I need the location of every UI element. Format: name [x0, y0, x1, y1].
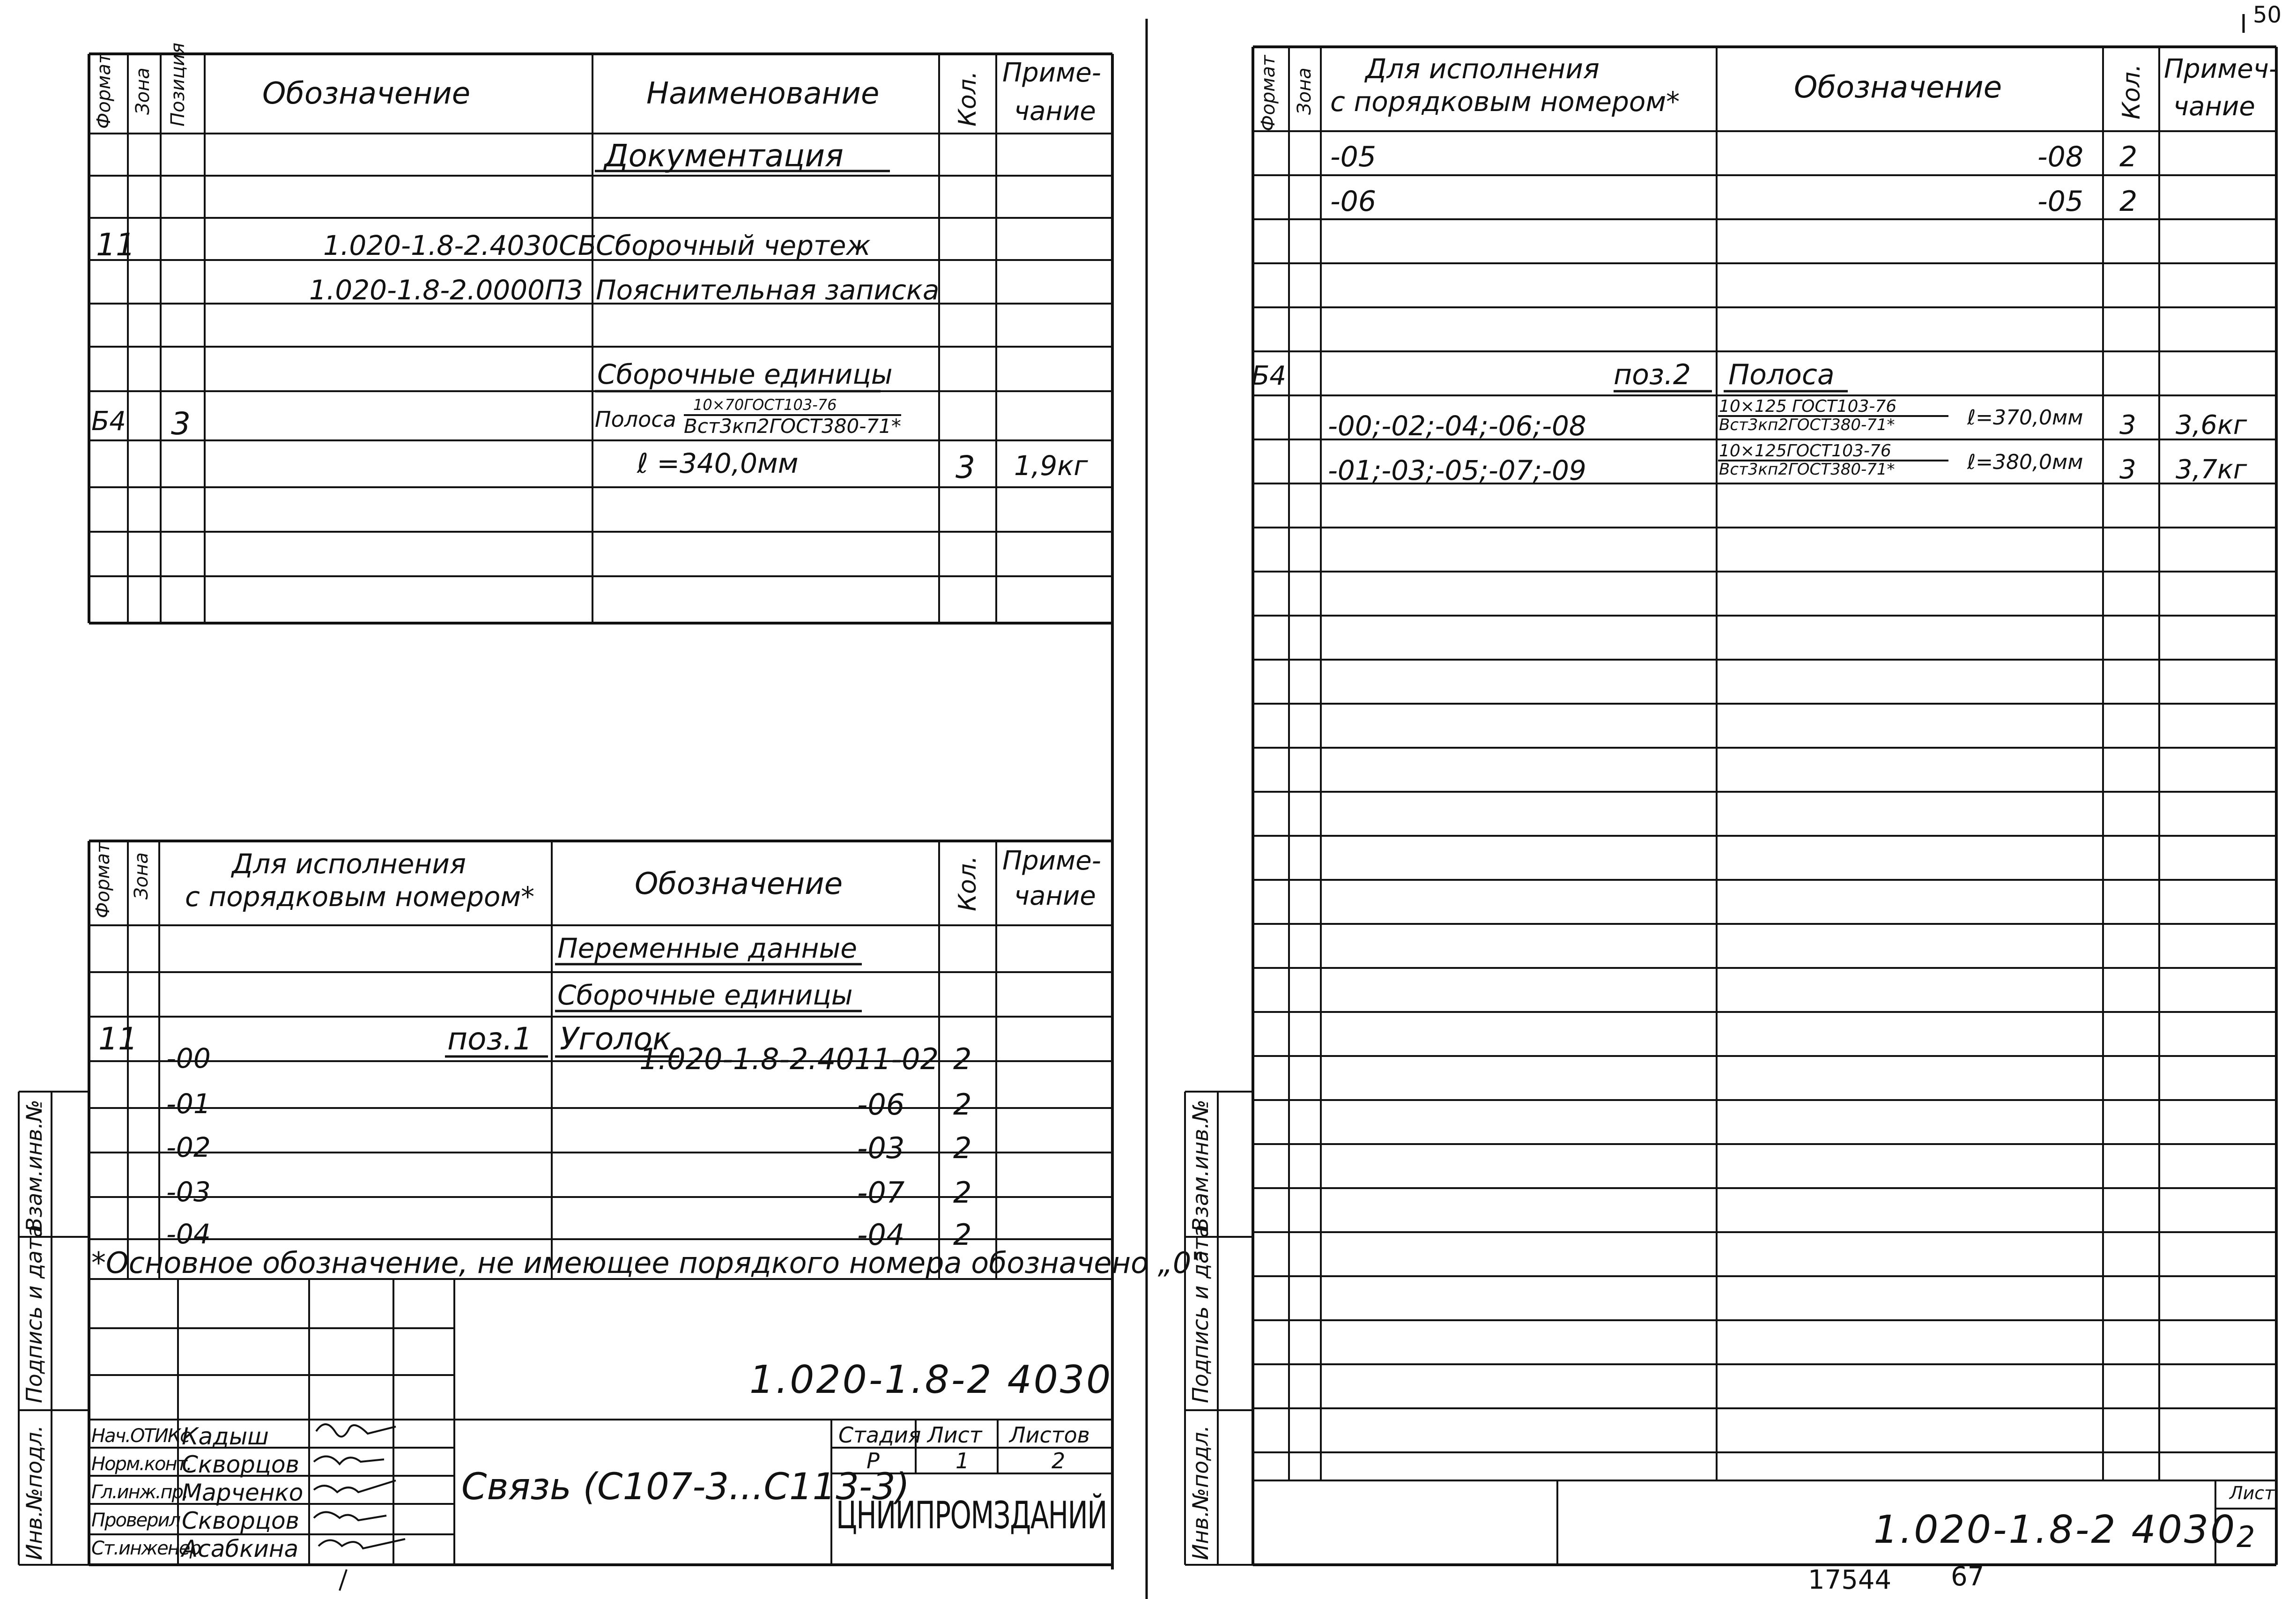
- col-designation-header: Обозначение: [262, 76, 471, 111]
- fraction-bottom: Вст3кп2ГОСТ380-71*: [684, 414, 901, 438]
- row-designation: 1.020-1.8-2.0000ПЗ: [309, 274, 583, 306]
- fraction-top: 10×125ГОСТ103-76: [1719, 441, 1891, 461]
- section-assembly-units: Сборочные единицы: [597, 358, 893, 390]
- col-note-header-1: Приме-: [1002, 58, 1101, 88]
- signer-name: Асабкина: [182, 1535, 299, 1562]
- sheet-value: 1: [955, 1448, 970, 1473]
- col-format-label: Формат: [92, 842, 114, 918]
- row-format: 11: [96, 227, 135, 263]
- stamp-inventory-original: Инв.№подл.: [22, 1425, 47, 1560]
- col-format-label: Формат: [93, 52, 115, 129]
- organization: ЦНИИПРОМЗДАНИЙ: [836, 1494, 1107, 1537]
- fraction-top: 10×125 ГОСТ103-76: [1719, 397, 1897, 416]
- sheets-label: Листов: [1009, 1422, 1090, 1448]
- row-name: Сборочный чертеж: [596, 230, 871, 261]
- stamp-signature-date: Подпись и дата: [22, 1224, 47, 1403]
- stamp-signature-date: Подпись и дата: [1188, 1224, 1213, 1403]
- col-variant-header-2: с порядковым номером*: [185, 881, 535, 913]
- variant-number: -04: [166, 1218, 211, 1250]
- col-qty-label: Кол.: [2118, 64, 2146, 119]
- variant-designation: -08: [2037, 141, 2083, 173]
- row-position: 3: [171, 406, 191, 442]
- strip-length: ℓ=380,0мм: [1967, 450, 2083, 474]
- row-note: 1,9кг: [1014, 450, 1088, 482]
- section-variable-data: Переменные данные: [557, 932, 857, 964]
- row-name: Пояснительная записка: [596, 274, 940, 306]
- archive-number: 17544: [1808, 1565, 1892, 1595]
- document-code: 1.020-1.8-2 4030: [749, 1358, 1113, 1402]
- variant-qty: 2: [953, 1175, 972, 1210]
- signer-name: Кадыш: [182, 1423, 269, 1450]
- row-format: Б4: [1252, 361, 1287, 391]
- row-format: 11: [98, 1021, 138, 1057]
- variant-qty: 2: [953, 1131, 972, 1165]
- position-label: поз.2: [1614, 358, 1691, 391]
- signer-name: Скворцов: [182, 1507, 300, 1534]
- sheets-value: 2: [1052, 1448, 1066, 1473]
- fraction-bottom: Вст3кп2ГОСТ380-71*: [1719, 416, 1895, 434]
- col-note-header-1: Примеч-: [2164, 54, 2279, 84]
- variant-qty: 2: [953, 1087, 972, 1122]
- col-designation-header: Обозначение: [635, 867, 843, 901]
- stage-value: Р: [867, 1448, 880, 1473]
- col-note-header-2: чание: [2173, 91, 2255, 122]
- strip-variants: -00;-02;-04;-06;-08: [1328, 410, 1586, 442]
- variant-number: -02: [166, 1131, 211, 1163]
- strip-variants: -01;-03;-05;-07;-09: [1328, 454, 1586, 486]
- variant-number: -03: [166, 1176, 211, 1208]
- variant-qty: 2: [2119, 185, 2138, 218]
- variant-qty: 2: [953, 1042, 972, 1076]
- col-zone-label: Зона: [131, 852, 152, 900]
- col-format-label: Формат: [1258, 55, 1279, 131]
- col-note-header-2: чание: [1014, 881, 1096, 911]
- col-designation-header: Обозначение: [1794, 70, 2002, 105]
- col-zone-label: Зона: [1294, 67, 1315, 115]
- variant-qty: 2: [953, 1218, 972, 1252]
- strip-qty: 3: [2119, 454, 2136, 485]
- variant-designation: -07: [857, 1175, 905, 1210]
- col-note-header-2: чание: [1014, 96, 1096, 126]
- corner-number: 50: [2253, 2, 2282, 28]
- archive-page: 67: [1951, 1562, 1985, 1592]
- sheet-label: Лист: [2229, 1483, 2275, 1503]
- signer-role: Гл.инж.пр.: [91, 1481, 188, 1503]
- material-fraction: [684, 397, 901, 437]
- col-qty-label: Кол.: [954, 71, 982, 126]
- strip-note: 3,7кг: [2176, 454, 2247, 485]
- row-qty: 3: [955, 449, 975, 485]
- section-assembly-units: Сборочные единицы: [557, 979, 853, 1011]
- sheet-label: Лист: [927, 1422, 982, 1448]
- strip-length: ℓ=370,0мм: [1967, 406, 2083, 430]
- signer-name: Марченко: [182, 1479, 304, 1506]
- stamp-replaced-inventory: Взам.инв.№: [1188, 1099, 1213, 1232]
- row-format: Б4: [91, 406, 126, 437]
- position-label: поз.1: [447, 1021, 533, 1057]
- stamp-replaced-inventory: Взам.инв.№: [22, 1099, 47, 1232]
- row-name: ℓ =340,0мм: [637, 447, 799, 479]
- row-designation: 1.020-1.8-2.4030СБ: [323, 230, 597, 261]
- col-qty-label: Кол.: [954, 855, 982, 911]
- col-name-header: Наименование: [646, 76, 880, 111]
- signer-role: Ст.инженер: [91, 1538, 200, 1559]
- col-variant-header-2: с порядковым номером*: [1330, 86, 1680, 118]
- variant-qty: 2: [2119, 141, 2138, 173]
- position-name: Уголок: [560, 1021, 671, 1057]
- variant-designation: 1.020-1.8-2.4011-02: [639, 1042, 939, 1076]
- variant-number: -05: [1330, 141, 1376, 173]
- variant-designation: -03: [857, 1131, 905, 1165]
- section-documentation: Документация: [604, 138, 844, 174]
- stamp-inventory-original: Инв.№подл.: [1188, 1425, 1213, 1560]
- fraction-top: 10×70ГОСТ103-76: [684, 397, 901, 416]
- signer-role: Проверил: [91, 1510, 180, 1531]
- strip-qty: 3: [2119, 410, 2136, 440]
- row-name: Полоса: [595, 407, 676, 432]
- drawing-title: Связь (С107-3...С113-3): [461, 1466, 910, 1508]
- document-code: 1.020-1.8-2 4030: [1874, 1508, 2237, 1552]
- position-name: Полоса: [1728, 358, 1835, 391]
- variant-number: -01: [166, 1088, 211, 1120]
- col-variant-header-1: Для исполнения: [1365, 53, 1600, 85]
- col-note-header-1: Приме-: [1002, 846, 1101, 876]
- variant-number: -00: [166, 1042, 211, 1074]
- signer-name: Скворцов: [182, 1451, 300, 1478]
- signer-role: Норм.конт.: [91, 1453, 192, 1475]
- col-variant-header-1: Для исполнения: [232, 848, 466, 880]
- col-position-label: Позиция: [167, 42, 189, 126]
- sheet-value: 2: [2237, 1520, 2255, 1554]
- variant-designation: -05: [2037, 185, 2083, 218]
- variant-designation: -06: [857, 1087, 905, 1122]
- fraction-bottom: Вст3кп2ГОСТ380-71*: [1719, 460, 1895, 479]
- stage-label: Стадия: [838, 1422, 921, 1448]
- variant-number: -06: [1330, 185, 1376, 218]
- strip-note: 3,6кг: [2176, 410, 2247, 440]
- col-zone-label: Зона: [132, 67, 154, 115]
- signer-role: Нач.ОТИКс: [91, 1425, 190, 1447]
- variant-designation: -04: [857, 1218, 905, 1252]
- footnote: *Основное обозначение, не имеющее порядкого номера обозначено „0": [91, 1246, 1205, 1280]
